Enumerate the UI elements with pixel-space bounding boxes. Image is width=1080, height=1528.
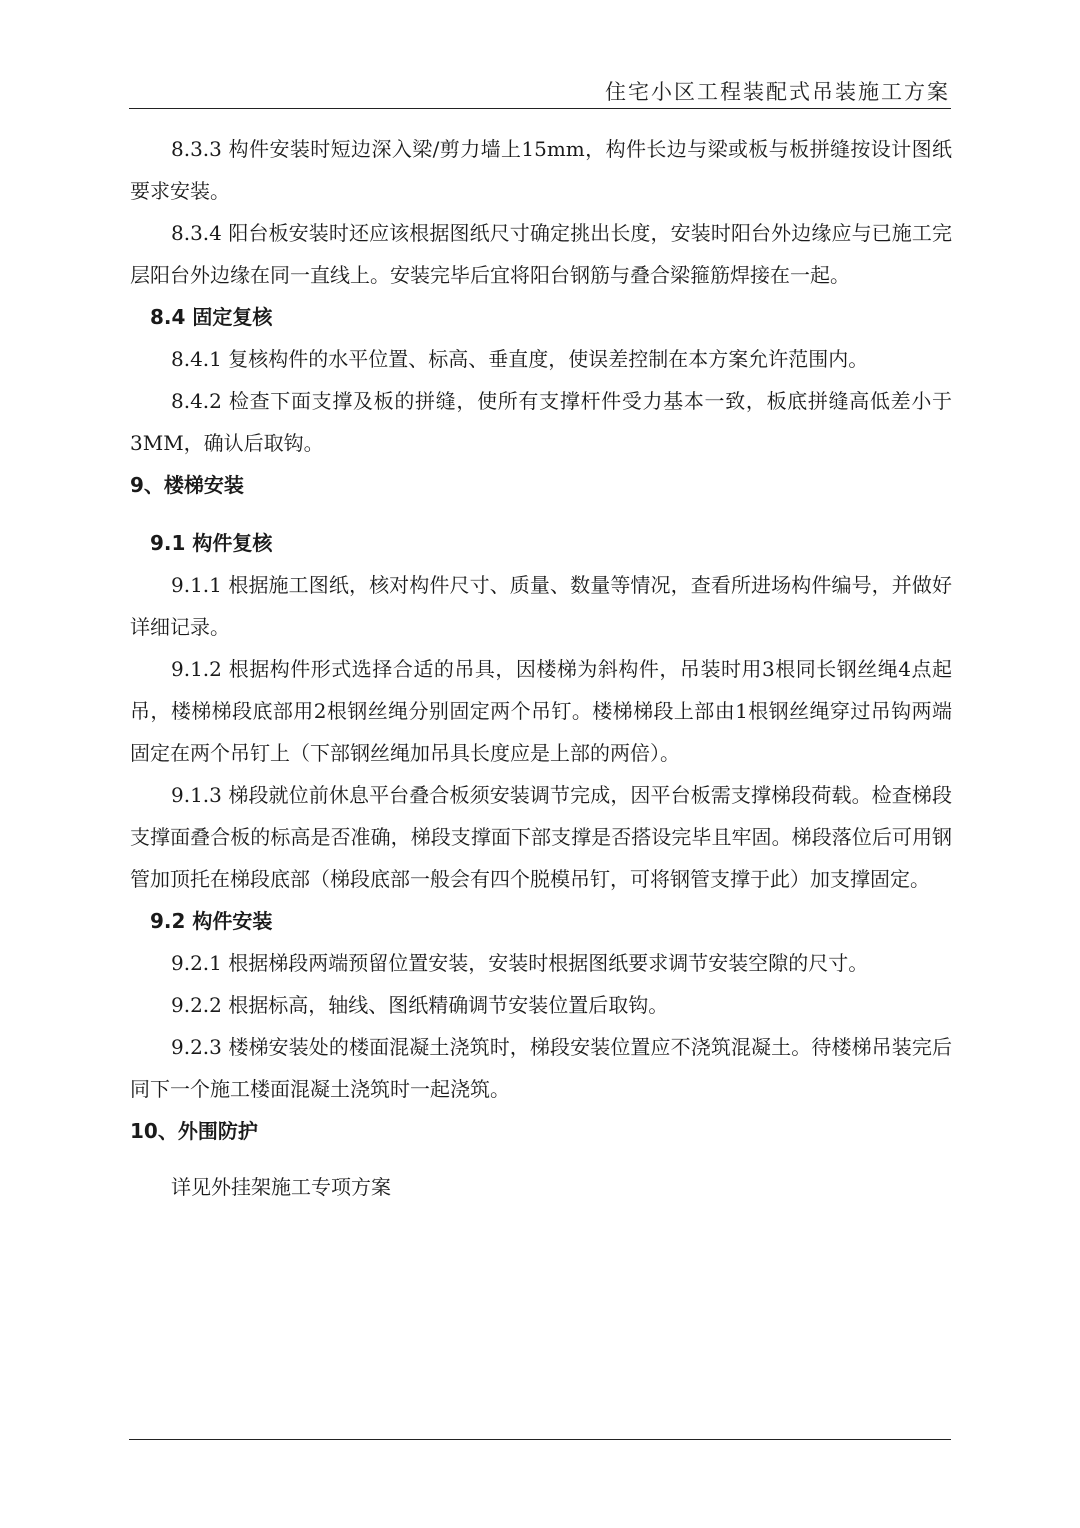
paragraph-8-3-3: 8.3.3 构件安装时短边深入梁/剪力墙上15mm，构件长边与梁或板与板拼缝按设计图纸要求安装。 xyxy=(130,137,952,203)
page-header-title: 住宅小区工程装配式吊装施工方案 xyxy=(605,80,950,104)
paragraph-9-1-2: 9.1.2 根据构件形式选择合适的吊具，因楼梯为斜构件，吊装时用3根同长钢丝绳4点起吊，楼梯梯段底部用2根钢丝绳分别固定两个吊钉。楼梯梯段上部由1根钢丝绳穿过吊钩两端固定在两个吊钉上（下部钢丝绳加吊具长度应是上部的两倍）。 xyxy=(130,657,952,765)
paragraph-9-1-3: 9.1.3 梯段就位前休息平台叠合板须安装调节完成，因平台板需支撑梯段荷载。检查梯段支撑面叠合板的标高是否准确，梯段支撑面下部支撑是否搭设完毕且牢固。梯段落位后可用钢管加顶托在梯段底部（梯段底部一般会有四个脱模吊钉，可将钢管支撑于此）加支撑固定。 xyxy=(130,783,952,891)
heading-9-2: 9.2 构件安装 xyxy=(150,909,273,933)
paragraph-9-2-1: 9.2.1 根据梯段两端预留位置安装，安装时根据图纸要求调节安装空隙的尺寸。 xyxy=(171,951,869,975)
heading-8-4: 8.4 固定复核 xyxy=(150,305,273,329)
paragraph-9-2-2: 9.2.2 根据标高，轴线、图纸精确调节安装位置后取钩。 xyxy=(171,993,669,1017)
spacer xyxy=(130,1152,952,1166)
paragraph-9-2-3: 9.2.3 楼梯安装处的楼面混凝土浇筑时，梯段安装位置应不浇筑混凝土。待楼梯吊装完后同下一个施工楼面混凝土浇筑时一起浇筑。 xyxy=(130,1035,952,1101)
document-body xyxy=(130,128,952,1208)
spacer xyxy=(130,506,952,522)
header-divider xyxy=(129,108,951,109)
paragraph-8-4-2: 8.4.2 检查下面支撑及板的拼缝，使所有支撑杆件受力基本一致，板底拼缝高低差小于3MM，确认后取钩。 xyxy=(130,389,952,455)
paragraph-10: 详见外挂架施工专项方案 xyxy=(171,1175,391,1199)
paragraph-9-1-1: 9.1.1 根据施工图纸，核对构件尺寸、质量、数量等情况，查看所进场构件编号，并做好详细记录。 xyxy=(130,573,952,639)
paragraph-8-4-1: 8.4.1 复核构件的水平位置、标高、垂直度，使误差控制在本方案允许范围内。 xyxy=(171,347,869,371)
heading-9-1: 9.1 构件复核 xyxy=(150,531,273,555)
paragraph-8-3-4: 8.3.4 阳台板安装时还应该根据图纸尺寸确定挑出长度，安装时阳台外边缘应与已施工完层阳台外边缘在同一直线上。安装完毕后宜将阳台钢筋与叠合梁箍筋焊接在一起。 xyxy=(130,221,952,287)
footer-divider xyxy=(129,1439,951,1440)
heading-10: 10、外围防护 xyxy=(130,1119,258,1143)
heading-9: 9、楼梯安装 xyxy=(130,473,244,497)
